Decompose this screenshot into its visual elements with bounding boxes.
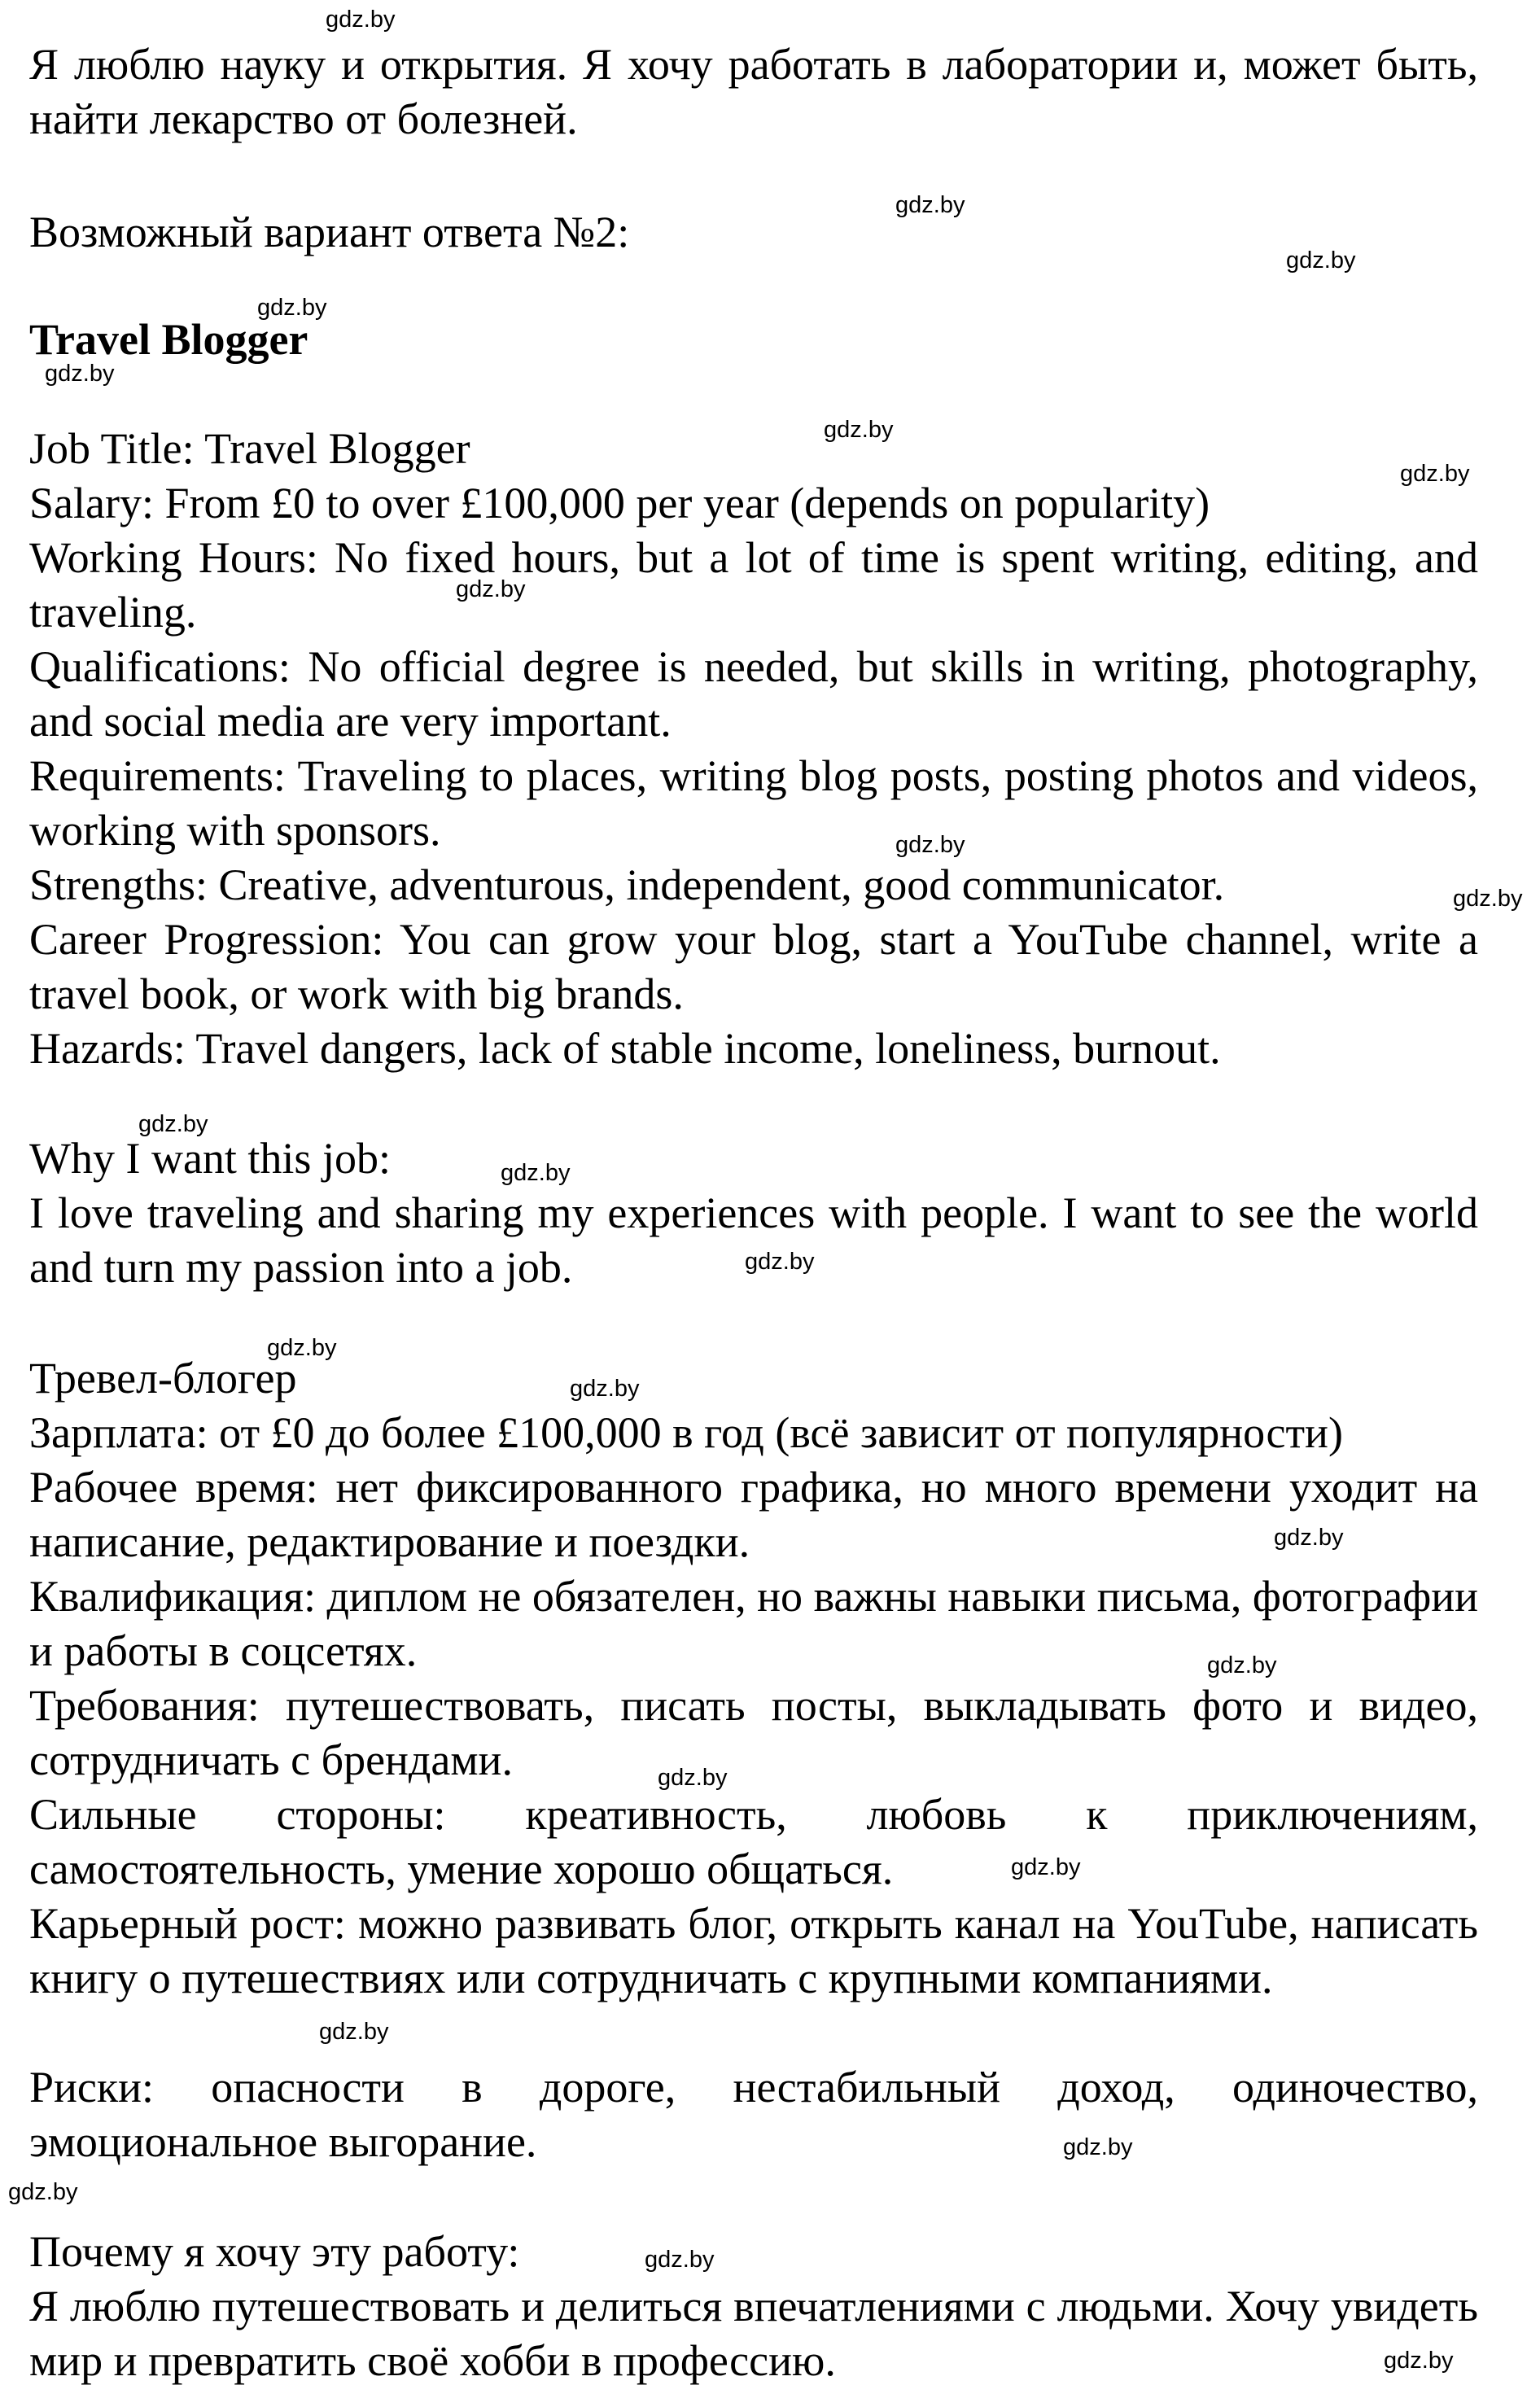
watermark: gdz.by: [1400, 461, 1470, 487]
watermark: gdz.by: [1384, 2348, 1454, 2374]
watermark: gdz.by: [1207, 1652, 1277, 1678]
en-salary: Salary: From £0 to over £100,000 per year (depends on popularity): [29, 479, 1210, 527]
ru-qualifications: Квалификация: диплом не обязателен, но важны навыки письма, фотографии и работы в соцсетях.: [29, 1572, 1478, 1675]
watermark: gdz.by: [824, 417, 894, 443]
en-qualifications: Qualifications: No official degree is needed, but skills in writing, photography, and social media are very important.: [29, 642, 1478, 746]
en-job-title: Job Title: Travel Blogger: [29, 424, 470, 473]
ru-working-hours: Рабочее время: нет фиксированного графика, но много времени уходит на написание, редактирование и поездки.: [29, 1463, 1478, 1566]
ru-salary: Зарплата: от £0 до более £100,000 в год (всё зависит от популярности): [29, 1408, 1343, 1457]
watermark: gdz.by: [501, 1160, 571, 1186]
watermark: gdz.by: [319, 2019, 389, 2045]
intro-paragraph: Я люблю науку и открытия. Я хочу работать в лаборатории и, может быть, найти лекарство от болезней.: [29, 40, 1478, 143]
watermark: gdz.by: [745, 1249, 815, 1275]
watermark: gdz.by: [326, 7, 396, 33]
ru-requirements: Требования: путешествовать, писать посты, выкладывать фото и видео, сотрудничать с брендами.: [29, 1681, 1478, 1784]
watermark: gdz.by: [45, 361, 115, 387]
ru-job-title: Тревел-блогер: [29, 1354, 297, 1403]
watermark: gdz.by: [1286, 247, 1356, 274]
watermark: gdz.by: [138, 1111, 208, 1137]
answer-variant-heading: Возможный вариант ответа №2:: [29, 208, 630, 256]
watermark: gdz.by: [570, 1376, 640, 1402]
watermark: gdz.by: [895, 192, 965, 218]
ru-strengths: Сильные стороны: креативность, любовь к приключениям, самостоятельность, умение хорошо общаться.: [29, 1790, 1478, 1893]
en-strengths: Strengths: Creative, adventurous, independent, good communicator.: [29, 860, 1225, 909]
watermark: gdz.by: [8, 2179, 78, 2205]
watermark: gdz.by: [895, 832, 965, 858]
watermark: gdz.by: [658, 1765, 728, 1791]
watermark: gdz.by: [257, 295, 327, 321]
en-requirements: Requirements: Traveling to places, writing blog posts, posting photos and videos, working with sponsors.: [29, 751, 1478, 855]
document-title: Travel Blogger: [29, 315, 308, 364]
watermark: gdz.by: [267, 1335, 337, 1361]
en-why-text: I love traveling and sharing my experiences with people. I want to see the world and turn my passion into a job.: [29, 1188, 1478, 1292]
en-why-heading: Why I want this job:: [29, 1134, 391, 1183]
watermark: gdz.by: [645, 2247, 715, 2273]
en-hazards: Hazards: Travel dangers, lack of stable income, loneliness, burnout.: [29, 1024, 1221, 1073]
ru-why-text: Я люблю путешествовать и делиться впечатлениями с людьми. Хочу увидеть мир и превратить своё хобби в профессию.: [29, 2282, 1478, 2385]
en-career-progression: Career Progression: You can grow your blog, start a YouTube channel, write a travel book, or work with big brands.: [29, 915, 1478, 1018]
ru-hazards: Риски: опасности в дороге, нестабильный доход, одиночество, эмоциональное выгорание.: [29, 2063, 1478, 2166]
ru-why-heading: Почему я хочу эту работу:: [29, 2227, 520, 2276]
watermark: gdz.by: [1063, 2134, 1133, 2160]
watermark: gdz.by: [1274, 1525, 1344, 1551]
ru-career-progression: Карьерный рост: можно развивать блог, открыть канал на YouTube, написать книгу о путешествиях или сотрудничать с крупными компаниями.: [29, 1899, 1478, 2002]
en-working-hours: Working Hours: No fixed hours, but a lot of time is spent writing, editing, and traveling.: [29, 533, 1478, 637]
watermark: gdz.by: [1011, 1854, 1081, 1880]
watermark: gdz.by: [456, 576, 526, 602]
watermark: gdz.by: [1453, 886, 1523, 912]
